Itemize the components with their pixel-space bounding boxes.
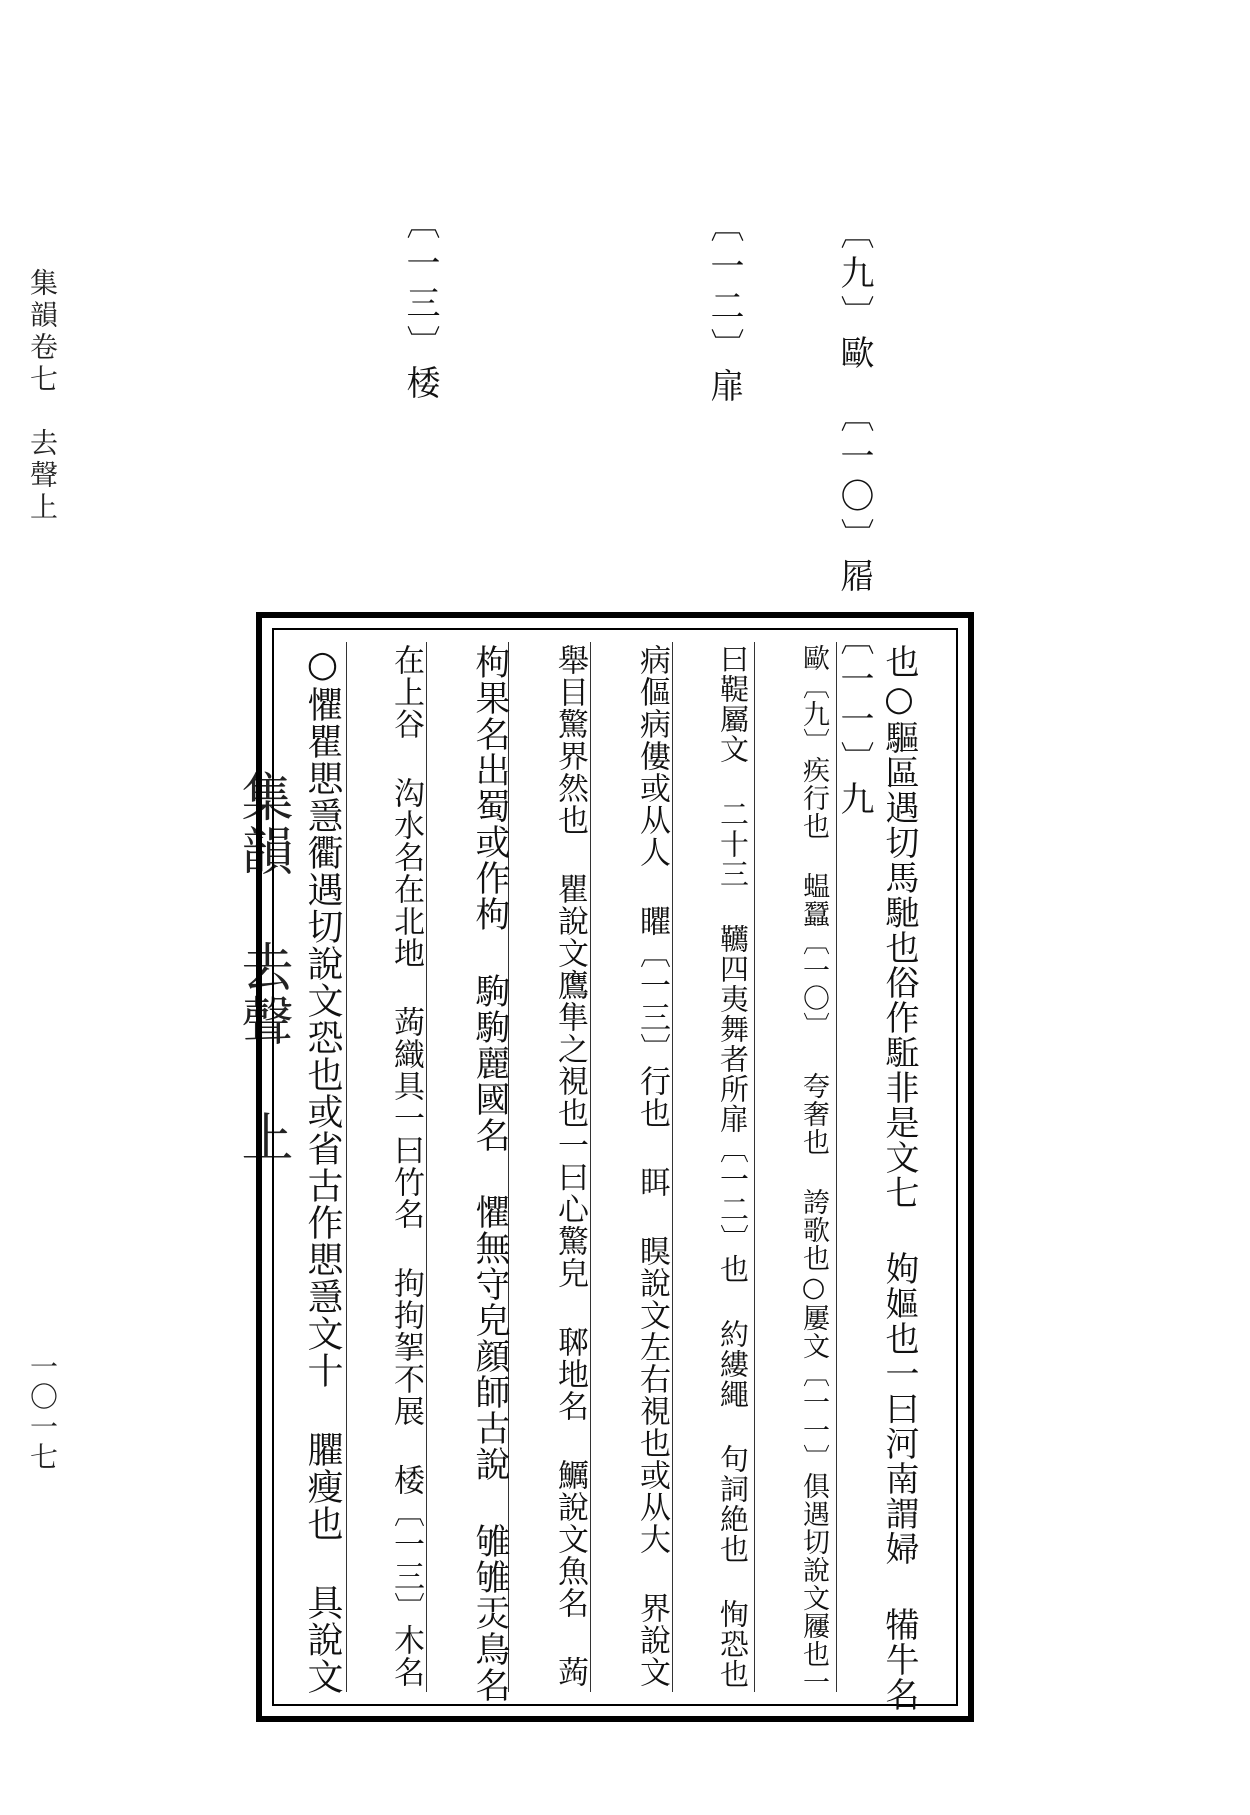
text-column-3: 曰鞮屬文 二十三 韉四夷舞者所扉〔一二〕也 約縷繩 句詞絶也 恂恐也 (716, 644, 750, 1689)
text-column-7: 在上谷 沟水名在北地 蒟織具一曰竹名 拘拘挐不展 㮃〔一三〕木名 (388, 644, 424, 1688)
collation-note-3: 〔一三〕㮃 (400, 205, 440, 405)
text-column-4: 病傴病僂或从人 䂂〔一三〕行也 眲 瞁說文左右視也或从大 界說文 (634, 644, 670, 1688)
page-number: 一〇一七 (26, 1352, 59, 1472)
text-column-1: 也○驅區遇切馬馳也俗作駈非是文七 姁嫗也一曰河南謂婦 犕牛名 (879, 644, 919, 1712)
column-rule (590, 642, 591, 1692)
page-frame-inner (272, 628, 958, 1712)
collation-note-1: 〔九〕歐 〔一〇〕㞛 〔一一〕九 (834, 215, 874, 821)
column-rule (754, 642, 755, 1692)
text-column-2: 歐〔九〕疾行也 蝹蠶〔一〇〕 夸奢也 誇歌也○屢文〔一一〕俱遇切說文屨也一 (798, 644, 829, 1696)
column-rule (426, 642, 427, 1692)
column-rule (346, 642, 347, 1692)
text-column-5: 舉目驚界然也 瞿說文鷹隼之視也一曰心驚皃 郰地名 鱱說文魚名 蒟 (552, 644, 588, 1688)
column-rule (672, 642, 673, 1692)
margin-title: 集韻 去聲 上 (232, 770, 292, 1164)
collation-note-2: 〔一二〕扉 (704, 208, 744, 408)
column-rule (836, 642, 837, 1692)
running-head: 集韻卷七 去聲上 (26, 268, 59, 524)
text-column-8: ○懼瞿愳㥯衢遇切說文恐也或省古作愳㥯文十 臞瘦也 具說文 (302, 644, 343, 1695)
text-column-6: 枸果名出蜀或作枸 駒駒麗國名 懼無守皃顔師古說 雊雊㶣鳥名 (470, 644, 510, 1703)
page-frame (256, 612, 974, 1722)
